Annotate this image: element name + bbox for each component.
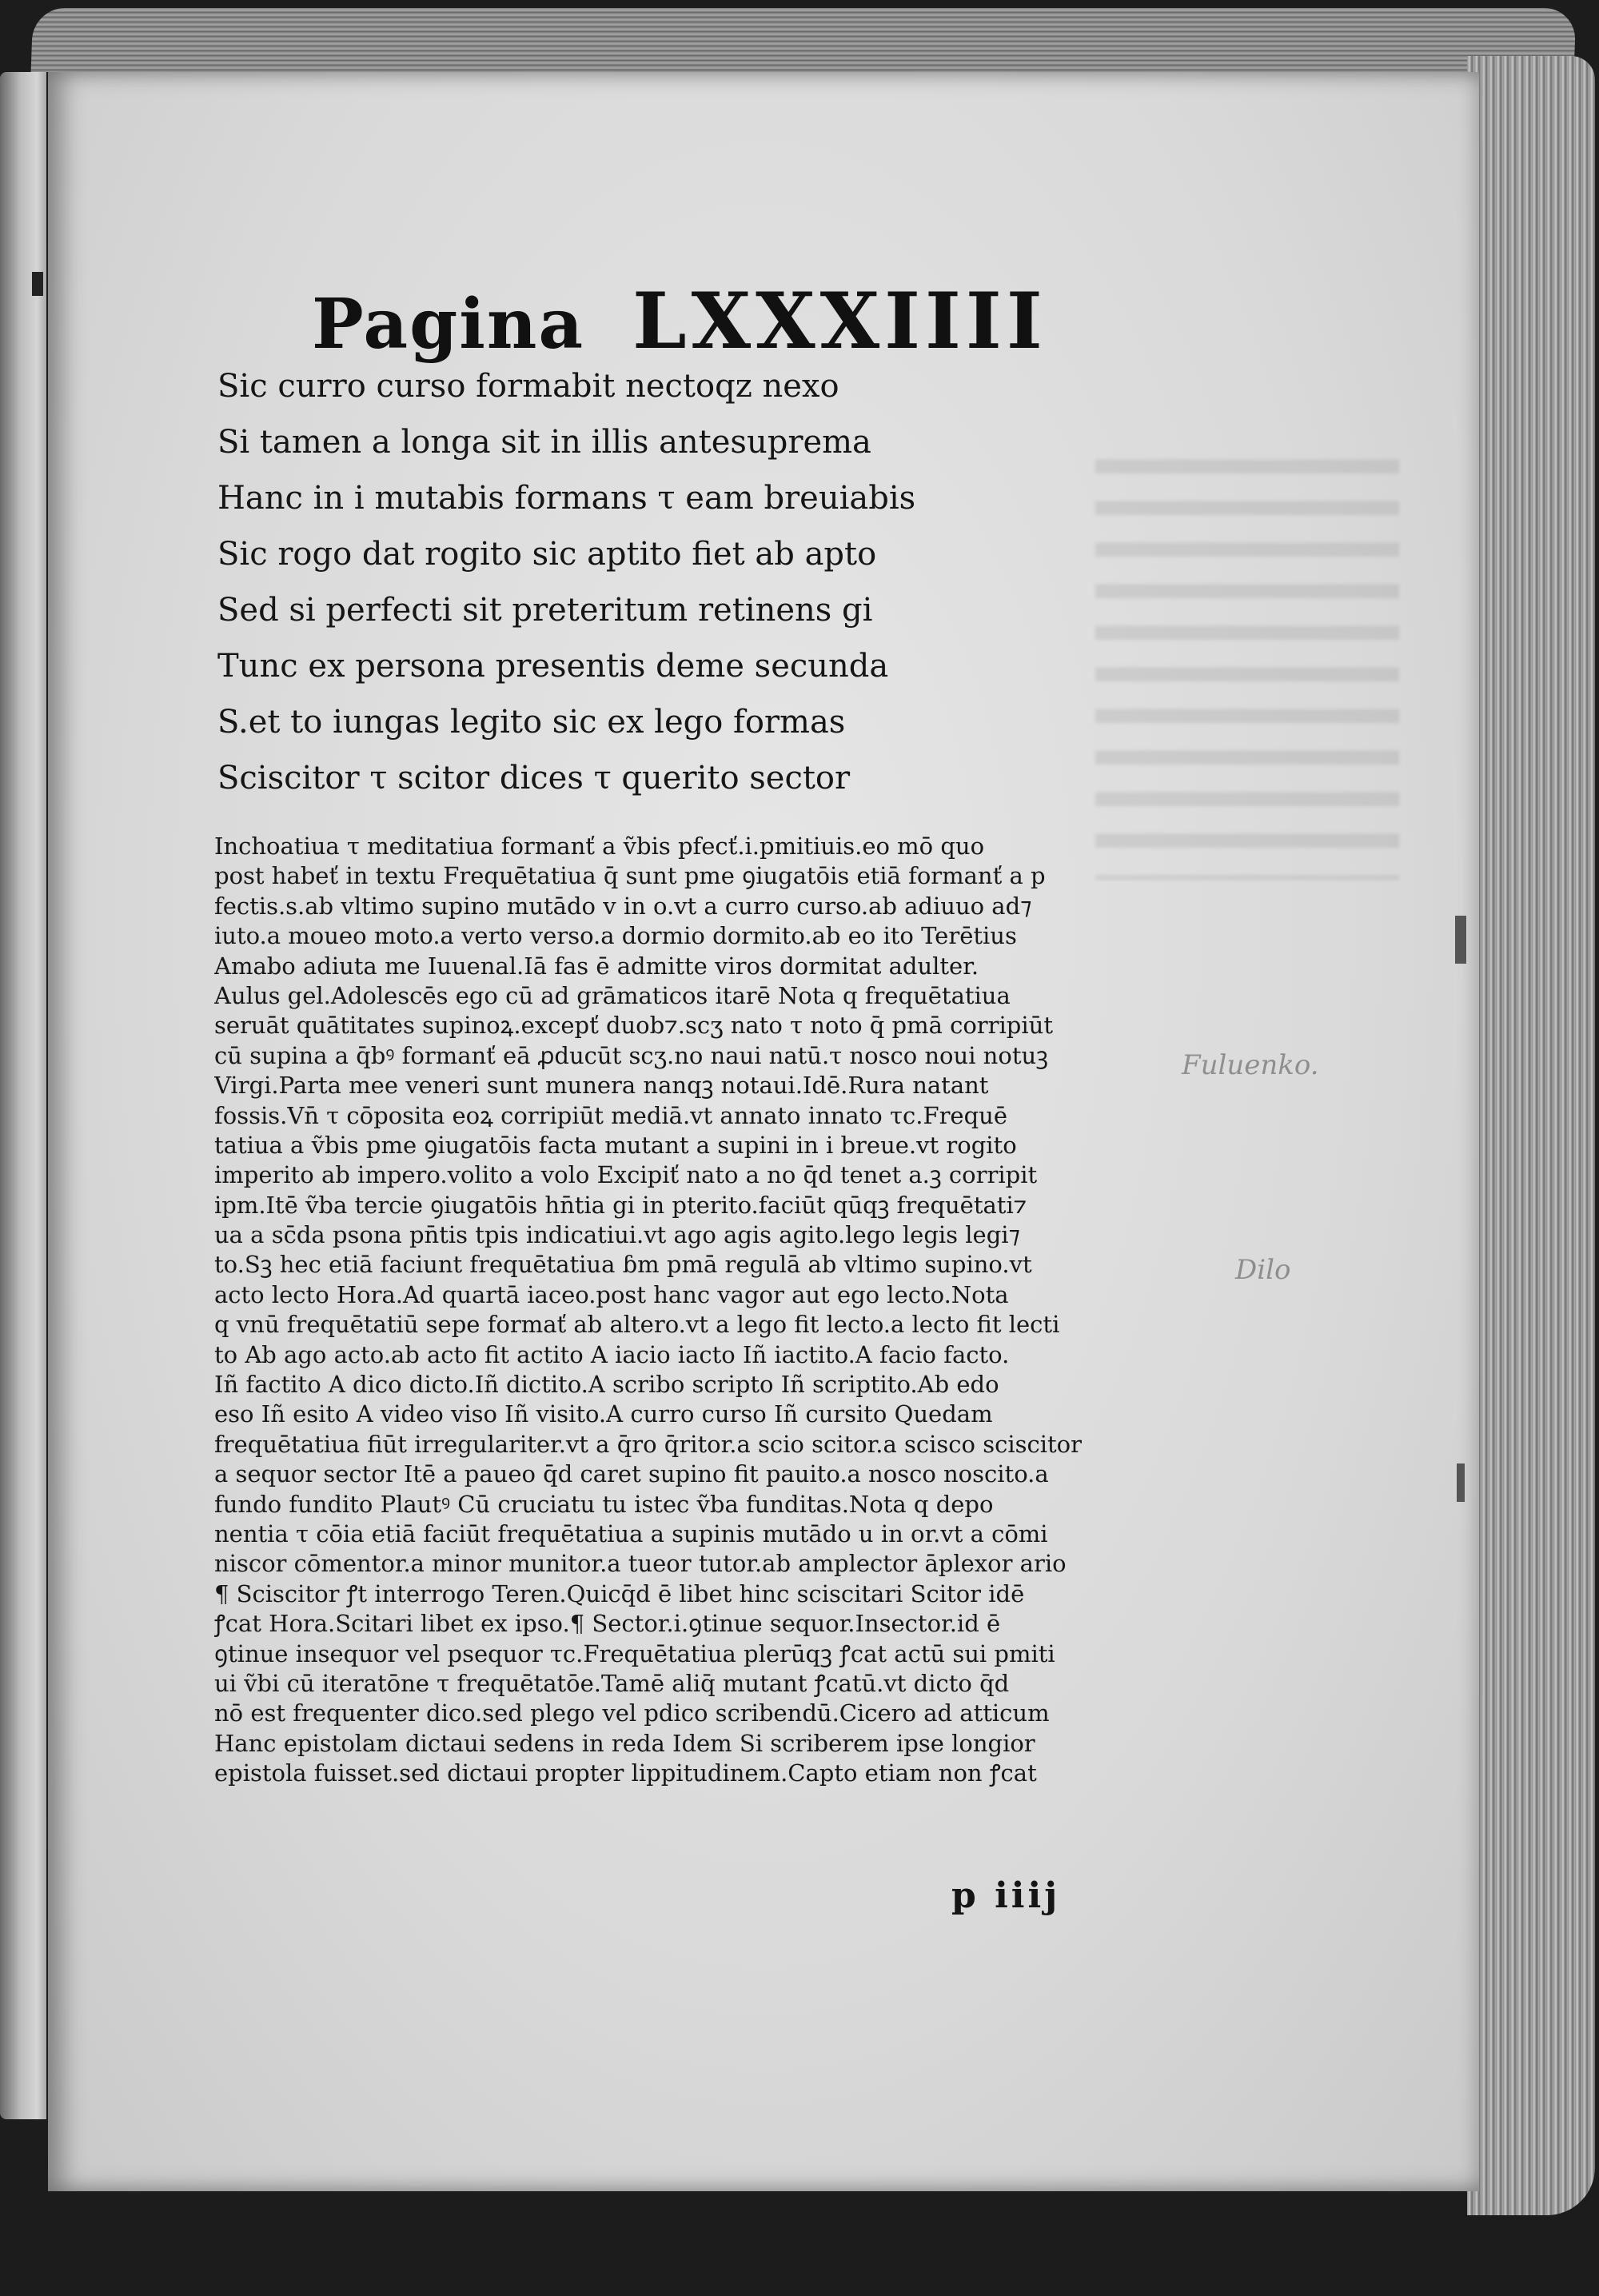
margin-tab-marker (1455, 916, 1466, 964)
verse-line: S.et to iungas legito sic ex lego formas (217, 704, 846, 741)
show-through-text (1095, 432, 1399, 880)
commentary-line: Hanc epistolam dictaui sedens in reda Idem Si scriberem ipse longior (214, 1729, 1035, 1757)
signature-mark: p iiij (951, 1875, 1061, 1916)
commentary-line: imperito ab impero.volito a volo Excipiť nato a no q̄d tenet a.ꝫ corripit (214, 1161, 1038, 1189)
commentary-line: epistola fuisset.sed dictaui propter lippitudinem.Capto etiam non ꝭcat (214, 1759, 1037, 1787)
verse-line: Hanc in i mutabis formans τ eam breuiabis (217, 480, 916, 517)
verse-line: Sic curro curso formabit nectoqz nexo (217, 368, 839, 405)
book-top-edge (31, 8, 1577, 72)
commentary-line: cū supina a q̄bꝰ formanť eā ꝓducūt scʒ.no naui natū.τ nosco noui notuꝫ (214, 1041, 1048, 1069)
commentary-line: post habeť in textu Frequētatiua q̄ sunt pme ꝯiugatōis etiā formanť a p (214, 862, 1046, 890)
commentary-line: Aulus gel.Adolescēs ego cū ad grāmaticos itarē Nota q frequētatiua (214, 981, 1011, 1009)
commentary-line: ꝭcat Hora.Scitari libet ex ipso.¶ Sector.i.ꝯtinue sequor.Insector.id ē (214, 1610, 1001, 1638)
page-fore-edge (1467, 56, 1595, 2215)
commentary-line: Amabo adiuta me Iuuenal.Iā fas ē admitte viros dormitat adulter. (214, 952, 979, 980)
commentary-line: to.Sꝫ hec etiā faciunt frequētatiua ɓm pmā regulā ab vltimo supino.vt (214, 1251, 1032, 1279)
commentary-line: eso Iñ esito A video viso Iñ visito.A curro curso Iñ cursito Quedam (214, 1400, 993, 1428)
commentary-line: nentia τ cōia etiā faciūt frequētatiua a supinis mutādo u in or.vt a cōmi (214, 1519, 1048, 1547)
commentary-line: ua a sc̄da psona pn̄tis tpis indicatiui.vt ago agis agito.lego legis legi⁊ (214, 1221, 1020, 1249)
commentary-line: a sequor sector Itē a paueo q̄d caret supino fit pauito.a nosco noscito.a (214, 1460, 1049, 1488)
margin-note: Fuluenko. (1182, 1049, 1319, 1081)
commentary-line: acto lecto Hora.Ad quartā iaceo.post hanc vagor aut ego lecto.Nota (214, 1280, 1009, 1308)
page-title-word: Pagina (312, 284, 585, 365)
commentary-line: fossis.Vn̄ τ cōposita eoꝝ corripiūt mediā.vt annato innato τc.Frequē (214, 1101, 1008, 1129)
margin-tab-marker (1457, 1463, 1465, 1502)
verse-block (217, 358, 1137, 806)
commentary-line: nō est frequenter dico.sed plego vel pdico scribendū.Cicero ad atticum (214, 1699, 1050, 1727)
page-number-roman: LXXXIIII (632, 276, 1047, 366)
commentary-line: ui ṽbi cū iteratōne τ frequētatōe.Tamē aliq̄ mutant ꝭcatū.vt dicto q̄d (214, 1669, 1010, 1697)
commentary-line: niscor cōmentor.a minor munitor.a tueor tutor.ab amplector āplexor ario (214, 1550, 1067, 1578)
verse-line: Sic rogo dat rogito sic aptito fiet ab apto (217, 536, 877, 573)
commentary-line: to Ab ago acto.ab acto fit actito A iacio iacto Iñ iactito.A facio facto. (214, 1340, 1010, 1368)
facing-page-edge (0, 72, 46, 2119)
commentary-line: ꝯtinue insequor vel psequor τc.Frequētatiua plerūqꝫ ꝭcat actū sui pmiti (214, 1639, 1055, 1667)
commentary-line: fectis.s.ab vltimo supino mutādo v in o.vt a curro curso.ab adiuuo ad⁊ (214, 892, 1032, 920)
page-title (312, 276, 1071, 364)
verse-line: Si tamen a longa sit in illis antesuprema (217, 424, 871, 461)
commentary-line: tatiua a ṽbis pme ꝯiugatōis facta mutant a supini in i breue.vt rogito (214, 1131, 1017, 1159)
commentary-line: fundo fundito Plautꝰ Cū cruciatu tu istec ṽba funditas.Nota q depo (214, 1490, 994, 1518)
margin-note: Dilo (1235, 1254, 1291, 1286)
commentary-line: q vnū frequētatiū sepe formať ab altero.vt a lego fit lecto.a lecto fit lecti (214, 1311, 1060, 1339)
commentary-line: ¶ Sciscitor ꝭt interrogo Teren.Quicq̄d ē libet hinc sciscitari Scitor idē (214, 1579, 1025, 1607)
commentary-line: iuto.a moueo moto.a verto verso.a dormio dormito.ab eo ito Terētius (214, 922, 1017, 950)
commentary-line: frequētatiua fiūt irregulariter.vt a q̄ro q̄ritor.a scio scitor.a scisco sciscitor (214, 1430, 1082, 1458)
verse-line: Tunc ex persona presentis deme secunda (217, 648, 889, 685)
verse-line: Sed si perfecti sit preteritum retinens gi (217, 592, 873, 629)
commentary-line: Iñ factito A dico dicto.Iñ dictito.A scribo scripto Iñ scriptito.Ab edo (214, 1371, 999, 1399)
commentary-line: Virgi.Parta mee veneri sunt munera nanqꝫ notaui.Idē.Rura natant (214, 1072, 989, 1100)
verse-line: Sciscitor τ scitor dices τ querito sector (217, 760, 851, 797)
commentary-block (214, 832, 1118, 1789)
commentary-line: Inchoatiua τ meditatiua formanť a ṽbis pfecť.i.pmitiuis.eo mō quo (214, 833, 985, 860)
binding-mark (32, 272, 43, 296)
commentary-line: ipm.Itē ṽba tercie ꝯiugatōis hn̄tia gi in pterito.faciūt qūqꝫ frequētati⁊ (214, 1191, 1027, 1219)
commentary-line: seruāt quātitates supinoꝝ.excepť duob⁊.scʒ nato τ noto q̄ pmā corripiūt (214, 1012, 1053, 1040)
